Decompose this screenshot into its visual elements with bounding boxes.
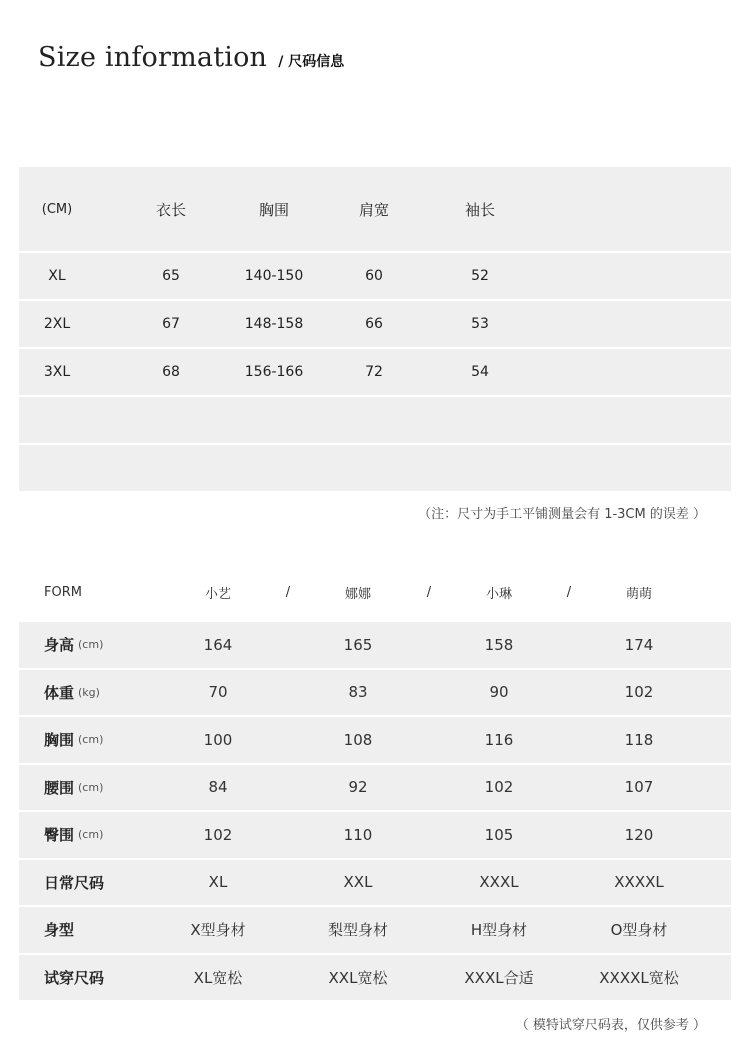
row-unit: (cm)	[78, 828, 104, 842]
shoulder-cell: 72	[365, 364, 383, 380]
size-note: （注：尺寸为手工平铺测量会有 1-3CM 的误差 ）	[418, 507, 706, 522]
model-name: 娜娜	[344, 586, 371, 602]
chest-cell: 140-150	[244, 268, 304, 284]
shoulder-cell: 66	[365, 316, 383, 332]
shoulder-cell: 60	[365, 268, 383, 284]
model-table-header	[19, 572, 731, 612]
table-row	[19, 860, 731, 906]
row-unit: (cm)	[78, 638, 104, 652]
sleeve-cell: 53	[471, 316, 489, 332]
row-label-text: 臀围	[44, 826, 75, 845]
header-chest: 胸围	[258, 200, 289, 219]
value-cell: X型身材	[190, 921, 246, 940]
value-cell: XL宽松	[193, 968, 243, 987]
table-row	[19, 717, 731, 763]
value-cell: 102	[484, 778, 514, 797]
size-cell: 3XL	[43, 364, 71, 380]
header-sleeve: 袖长	[464, 200, 495, 219]
title-chinese: / 尺码信息	[278, 54, 345, 70]
value-cell: 梨型身材	[327, 921, 388, 940]
size-table	[19, 167, 731, 493]
value-cell: XXXL	[479, 873, 519, 892]
value-cell: 164	[203, 635, 233, 654]
sleeve-cell: 52	[471, 268, 489, 284]
model-table	[19, 622, 731, 1002]
value-cell: 165	[343, 635, 373, 654]
table-row-empty	[19, 445, 731, 491]
row-unit: (cm)	[78, 733, 104, 747]
value-cell: 84	[208, 778, 228, 797]
length-cell: 68	[162, 364, 180, 380]
row-label-text: 体重	[44, 683, 75, 702]
header-unit: (CM)	[41, 201, 73, 217]
page-title	[38, 42, 344, 73]
row-label-text: 身高	[44, 636, 75, 655]
separator: /	[426, 584, 432, 600]
row-unit: (kg)	[78, 685, 100, 699]
size-table-header	[19, 167, 731, 251]
model-name: 小琳	[485, 586, 512, 602]
value-cell: 92	[348, 778, 368, 797]
value-cell: 90	[489, 683, 509, 702]
row-label-text: 试穿尺码	[44, 968, 105, 987]
row-label	[44, 860, 164, 906]
value-cell: XL	[208, 873, 228, 892]
value-cell: 120	[624, 825, 654, 844]
table-row	[19, 812, 731, 858]
row-label-text: 日常尺码	[44, 873, 105, 892]
value-cell: 102	[203, 825, 233, 844]
table-row-empty	[19, 397, 731, 443]
row-label	[44, 670, 164, 716]
model-name: 小艺	[204, 586, 231, 602]
table-row	[19, 670, 731, 716]
sleeve-cell: 54	[471, 364, 489, 380]
value-cell: H型身材	[470, 921, 528, 940]
table-row	[19, 349, 731, 395]
value-cell: 102	[624, 683, 654, 702]
model-name: 萌萌	[625, 586, 652, 602]
value-cell: 110	[343, 825, 373, 844]
form-label: FORM	[44, 584, 82, 600]
value-cell: 100	[203, 730, 233, 749]
table-row	[19, 907, 731, 953]
size-cell: 2XL	[43, 316, 71, 332]
value-cell: 105	[484, 825, 514, 844]
row-label-text: 身型	[44, 921, 75, 940]
table-row	[19, 765, 731, 811]
table-row	[19, 622, 731, 668]
model-note: （ 模特试穿尺码表，仅供参考 ）	[515, 1018, 706, 1033]
length-cell: 67	[162, 316, 180, 332]
table-row	[19, 253, 731, 299]
value-cell: XXXL合适	[464, 968, 534, 987]
value-cell: 83	[348, 683, 368, 702]
value-cell: O型身材	[610, 921, 668, 940]
value-cell: 174	[624, 635, 654, 654]
length-cell: 65	[162, 268, 180, 284]
value-cell: XXL	[343, 873, 373, 892]
value-cell: 108	[343, 730, 373, 749]
row-label	[44, 622, 164, 668]
row-label-text: 胸围	[44, 731, 75, 750]
row-unit: (cm)	[78, 780, 104, 794]
value-cell: XXXXL宽松	[599, 968, 679, 987]
header-shoulder: 肩宽	[358, 200, 389, 219]
value-cell: 107	[624, 778, 654, 797]
separator: /	[285, 584, 291, 600]
row-label	[44, 812, 164, 858]
size-cell: XL	[48, 268, 66, 284]
separator: /	[566, 584, 572, 600]
row-label	[44, 717, 164, 763]
chest-cell: 148-158	[244, 316, 304, 332]
value-cell: 158	[484, 635, 514, 654]
header-length: 衣长	[155, 200, 186, 219]
row-label	[44, 765, 164, 811]
row-label-text: 腰围	[44, 778, 75, 797]
value-cell: XXL宽松	[328, 968, 388, 987]
value-cell: XXXXL	[614, 873, 664, 892]
row-label	[44, 955, 164, 1001]
value-cell: 116	[484, 730, 514, 749]
table-row	[19, 301, 731, 347]
title-english: Size information	[38, 42, 268, 73]
row-label	[44, 907, 164, 953]
value-cell: 118	[624, 730, 654, 749]
chest-cell: 156-166	[244, 364, 304, 380]
table-row	[19, 955, 731, 1001]
value-cell: 70	[208, 683, 228, 702]
